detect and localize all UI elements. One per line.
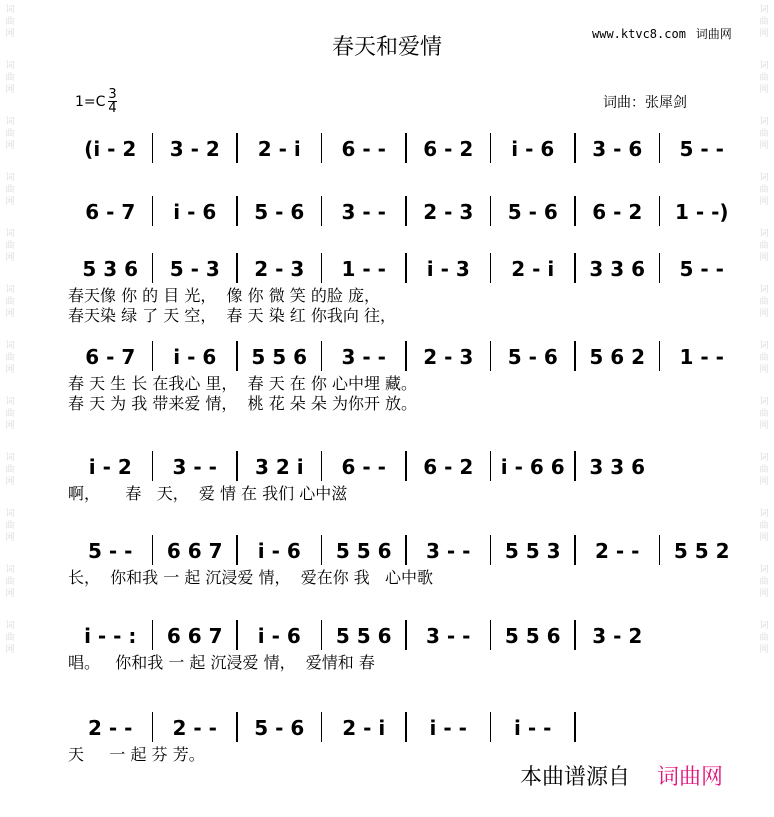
measure: i - 6 — [511, 137, 555, 161]
measure: 5 6 2 — [589, 345, 646, 369]
measure: 6 - 7 — [85, 345, 136, 369]
lyric-text: 唱。 你和我 一 起 沉浸爱 情， 爱情和 春 — [68, 653, 375, 672]
measure: 5 - - — [679, 137, 724, 161]
lyric-row — [68, 742, 744, 762]
lyric-text: 啊， 春 天， 爱 情 在 我们 心中滋 — [68, 484, 348, 503]
watermark-right — [757, 0, 771, 817]
measure: 1 - - — [341, 257, 386, 281]
watermark-text: 词曲网 — [759, 621, 769, 655]
measure: i - 6 — [173, 345, 217, 369]
measure: 6 6 7 — [166, 624, 223, 648]
site-url[interactable]: www.ktvc8.com — [592, 27, 686, 41]
time-sig-top: 3 — [108, 87, 117, 102]
lyric-text: 春天像 你 的 目 光， 像 你 微 笑 的脸 庞， — [68, 286, 380, 305]
note-row — [68, 453, 744, 481]
measure: 3 - - — [172, 455, 217, 479]
score-line — [68, 343, 744, 411]
measure: 2 - i — [342, 716, 386, 740]
measure: 5 - 6 — [507, 345, 558, 369]
measure: i - - — [514, 716, 552, 740]
note-row — [68, 622, 744, 650]
measure: (i - 2 — [84, 137, 137, 161]
measure: 6 - 2 — [592, 200, 643, 224]
song-title: 春天和爱情 — [331, 35, 442, 60]
measure: 5 5 3 — [504, 539, 561, 563]
watermark-text: 词曲网 — [5, 341, 15, 375]
watermark-text: 词曲网 — [759, 285, 769, 319]
watermark-text: 词曲网 — [5, 5, 15, 39]
measure: i - 2 — [88, 455, 132, 479]
watermark-text: 词曲网 — [5, 61, 15, 95]
score-line — [68, 255, 744, 323]
watermark-text: 词曲网 — [759, 509, 769, 543]
watermark-text: 词曲网 — [5, 453, 15, 487]
lyric-row — [68, 481, 744, 501]
measure: 3 - - — [341, 200, 386, 224]
measure: 6 - - — [341, 455, 386, 479]
measure: 3 - 2 — [169, 137, 220, 161]
measure: 3 - - — [426, 624, 471, 648]
score-line — [68, 453, 744, 501]
score-line — [68, 537, 744, 585]
measure: 3 - - — [341, 345, 386, 369]
lyric-text: 春 天 生 长 在我心 里， 春 天 在 你 心中埋 藏。 — [68, 374, 418, 393]
measure: 5 - 3 — [169, 257, 220, 281]
watermark-text: 词曲网 — [759, 565, 769, 599]
measure: 1 - -) — [674, 200, 729, 224]
measure: i - 3 — [426, 257, 470, 281]
measure: 5 - - — [88, 539, 133, 563]
measure: 3 - 2 — [592, 624, 643, 648]
footer-brand[interactable]: 词曲网 — [657, 765, 724, 790]
score-line — [68, 135, 744, 163]
footer — [520, 760, 723, 791]
watermark-text: 词曲网 — [5, 285, 15, 319]
measure: 5 - 6 — [254, 200, 305, 224]
measure: i - - : — [84, 624, 137, 648]
key-signature — [75, 88, 117, 115]
measure: 2 - - — [595, 539, 640, 563]
measure: 5 3 6 — [82, 257, 139, 281]
watermark-text: 词曲网 — [5, 117, 15, 151]
measure: 3 3 6 — [589, 257, 646, 281]
lyric-text: 春 天 为 我 带来爱 情， 桃 花 朵 朵 为你开 放。 — [68, 394, 418, 413]
site-name[interactable]: 词曲网 — [695, 27, 732, 41]
measure: 3 2 i — [254, 455, 304, 479]
measure: 3 - 6 — [592, 137, 643, 161]
measure: 2 - 3 — [423, 200, 474, 224]
watermark-text: 词曲网 — [5, 173, 15, 207]
site-label[interactable] — [592, 25, 732, 42]
lyric-row — [68, 371, 744, 391]
measure: 5 - - — [679, 257, 724, 281]
lyric-text: 春天染 绿 了 天 空， 春 天 染 红 你我向 往， — [68, 306, 396, 325]
watermark-text: 词曲网 — [5, 621, 15, 655]
key-label: 1=C — [75, 93, 106, 110]
watermark-text: 词曲网 — [759, 117, 769, 151]
measure: i - 6 — [257, 539, 301, 563]
lyric-row — [68, 303, 744, 323]
measure: 5 - 6 — [507, 200, 558, 224]
note-row — [68, 198, 744, 226]
watermark-text: 词曲网 — [759, 61, 769, 95]
measure: 1 - - — [679, 345, 724, 369]
watermark-text: 词曲网 — [759, 397, 769, 431]
watermark-text: 词曲网 — [5, 397, 15, 431]
score-line — [68, 622, 744, 670]
barline — [574, 712, 576, 742]
note-row — [68, 135, 744, 163]
note-row — [68, 537, 744, 565]
measure: 5 5 6 — [335, 539, 392, 563]
measure: 5 5 2 — [673, 539, 730, 563]
credits: 词曲：张犀剑 — [603, 95, 687, 111]
lyric-text: 天 一 起 芬 芳。 — [68, 745, 205, 764]
measure: 6 - 7 — [85, 200, 136, 224]
measure: 6 - 2 — [423, 455, 474, 479]
watermark-text: 词曲网 — [5, 509, 15, 543]
lyric-row — [68, 283, 744, 303]
lyric-row — [68, 650, 744, 670]
measure: 6 - 2 — [423, 137, 474, 161]
watermark-text: 词曲网 — [759, 173, 769, 207]
lyric-text: 长， 你和我 一 起 沉浸爱 情， 爱在你 我 心中歌 — [68, 568, 434, 587]
measure: i - - — [429, 716, 467, 740]
time-sig-bottom: 4 — [108, 101, 117, 116]
watermark-left — [3, 0, 17, 817]
measure: 3 - - — [426, 539, 471, 563]
watermark-text: 词曲网 — [759, 453, 769, 487]
note-row — [68, 255, 744, 283]
lyric-row — [68, 391, 744, 411]
measure: 2 - i — [257, 137, 301, 161]
footer-source-text: 本曲谱源自 — [520, 765, 631, 790]
measure: i - 6 — [173, 200, 217, 224]
watermark-text: 词曲网 — [5, 229, 15, 263]
measure: i - 6 6 — [500, 455, 565, 479]
measure: 2 - - — [88, 716, 133, 740]
time-signature — [108, 88, 116, 115]
note-row — [68, 343, 744, 371]
watermark-text: 词曲网 — [5, 565, 15, 599]
measure: 6 - - — [341, 137, 386, 161]
measure: 5 5 6 — [504, 624, 561, 648]
watermark-text: 词曲网 — [759, 229, 769, 263]
score-line — [68, 198, 744, 226]
score-line — [68, 714, 744, 762]
lyric-row — [68, 565, 744, 585]
note-row — [68, 714, 744, 742]
measure: 5 5 6 — [251, 345, 308, 369]
measure: 5 - 6 — [254, 716, 305, 740]
measure: 2 - 3 — [254, 257, 305, 281]
measure: 2 - i — [511, 257, 555, 281]
watermark-text: 词曲网 — [759, 341, 769, 375]
measure: 3 3 6 — [589, 455, 646, 479]
measure: 2 - 3 — [423, 345, 474, 369]
measure: 5 5 6 — [335, 624, 392, 648]
measure: 2 - - — [172, 716, 217, 740]
measure: 6 6 7 — [166, 539, 223, 563]
measure: i - 6 — [257, 624, 301, 648]
watermark-text: 词曲网 — [759, 5, 769, 39]
